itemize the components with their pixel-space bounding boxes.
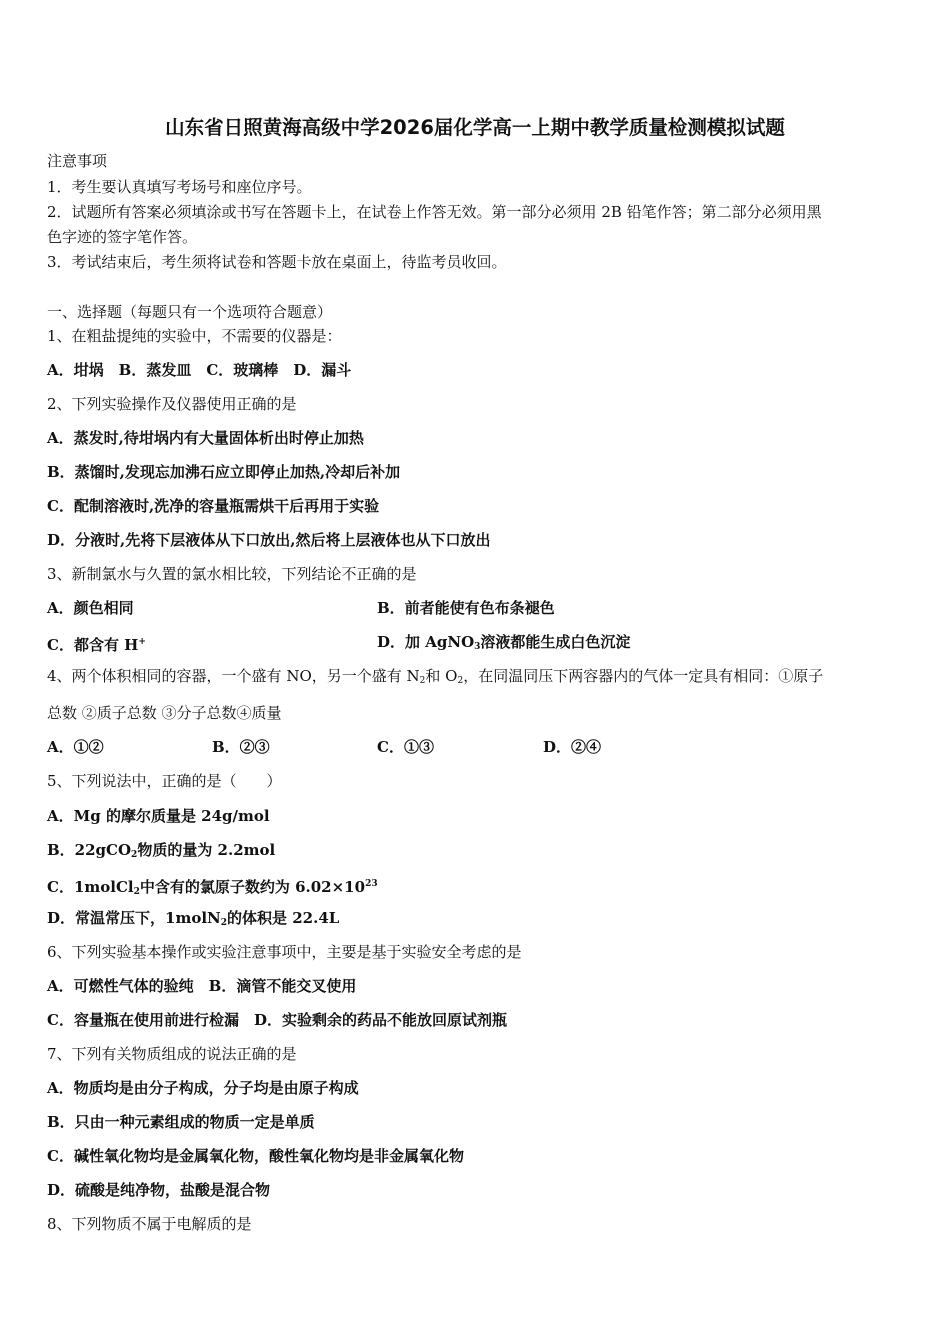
q6-options-cd: C．容量瓶在使用前进行检漏 D．实验剩余的药品不能放回原试剂瓶 [47,1011,507,1029]
q8-stem: 8、下列物质不属于电解质的是 [47,1215,252,1233]
q7-option-a: A．物质均是由分子构成，分子均是由原子构成 [47,1079,359,1097]
exam-title: 山东省日照黄海高级中学2026届化学高一上期中教学质量检测模拟试题 [165,116,785,139]
section-heading: 一、选择题（每题只有一个选项符合题意） [47,303,333,321]
q5-option-d: D．常温常压下，1molN$_2$的体积是 22.4L [47,909,340,928]
q1-options: A．坩埚 B．蒸发皿 C．玻璃棒 D．漏斗 [47,361,352,379]
q5-option-b: B．22gCO$_2$物质的量为 2.2mol [47,841,276,860]
q2-stem: 2、下列实验操作及仪器使用正确的是 [47,395,297,413]
q7-option-d: D．硫酸是纯净物，盐酸是混合物 [47,1181,271,1199]
q4-stem-cont: 总数 ②质子总数 ③分子总数④质量 [47,704,282,722]
q3-option-a: A．颜色相同 [47,599,134,617]
q6-options-ab: A．可燃性气体的验纯 B．滴管不能交叉使用 [47,977,357,995]
notice-heading: 注意事项 [47,152,108,170]
q7-option-b: B．只由一种元素组成的物质一定是单质 [47,1113,315,1131]
q3-option-d: D．加 AgNO$_3$溶液都能生成白色沉淀 [377,633,631,652]
q3-option-b: B．前者能使有色布条褪色 [377,599,555,617]
q4-option-d: D．②④ [543,738,602,756]
q3-option-c: C．都含有 H+ [47,636,146,654]
notice-item-3: 3．考试结束后，考生须将试卷和答题卡放在桌面上，待监考员收回。 [47,253,507,271]
notice-item-2-cont: 色字迹的签字笔作答。 [47,228,198,246]
q5-stem: 5、下列说法中，正确的是（ ） [47,772,282,790]
q5-option-a: A．Mg 的摩尔质量是 24g/mol [47,807,270,825]
q3-stem: 3、新制氯水与久置的氯水相比较，下列结论不正确的是 [47,565,417,583]
q4-option-a: A．①② [47,738,104,756]
q2-option-c: C．配制溶液时,洗净的容量瓶需烘干后再用于实验 [47,497,380,515]
q6-stem: 6、下列实验基本操作或实验注意事项中，主要是基于实验安全考虑的是 [47,943,522,961]
q2-option-d: D．分液时,先将下层液体从下口放出,然后将上层液体也从下口放出 [47,531,491,549]
q7-option-c: C．碱性氧化物均是金属氧化物，酸性氧化物均是非金属氧化物 [47,1147,464,1165]
q7-stem: 7、下列有关物质组成的说法正确的是 [47,1045,297,1063]
q1-stem: 1、在粗盐提纯的实验中，不需要的仪器是： [47,327,342,345]
notice-item-1: 1．考生要认真填写考场号和座位序号。 [47,178,312,196]
q4-option-b: B．②③ [212,738,270,756]
q4-option-c: C．①③ [377,738,434,756]
q4-stem: 4、两个体积相同的容器，一个盛有 NO，另一个盛有 $N_2$和 $O_2$，在同温同压下两容器内的气体一定具有相同：①原子 [47,667,824,686]
notice-item-2: 2．试题所有答案必须填涂或书写在答题卡上，在试卷上作答无效。第一部分必须用 2B 铅笔作答；第二部分必须用黑 [47,203,822,221]
q2-option-b: B．蒸馏时,发现忘加沸石应立即停止加热,冷却后补加 [47,463,401,481]
q2-option-a: A．蒸发时,待坩埚内有大量固体析出时停止加热 [47,429,364,447]
q5-option-c: C．1molCl$_2$中含有的氯原子数约为 $6.02\times 10^{23}$ [47,878,378,897]
